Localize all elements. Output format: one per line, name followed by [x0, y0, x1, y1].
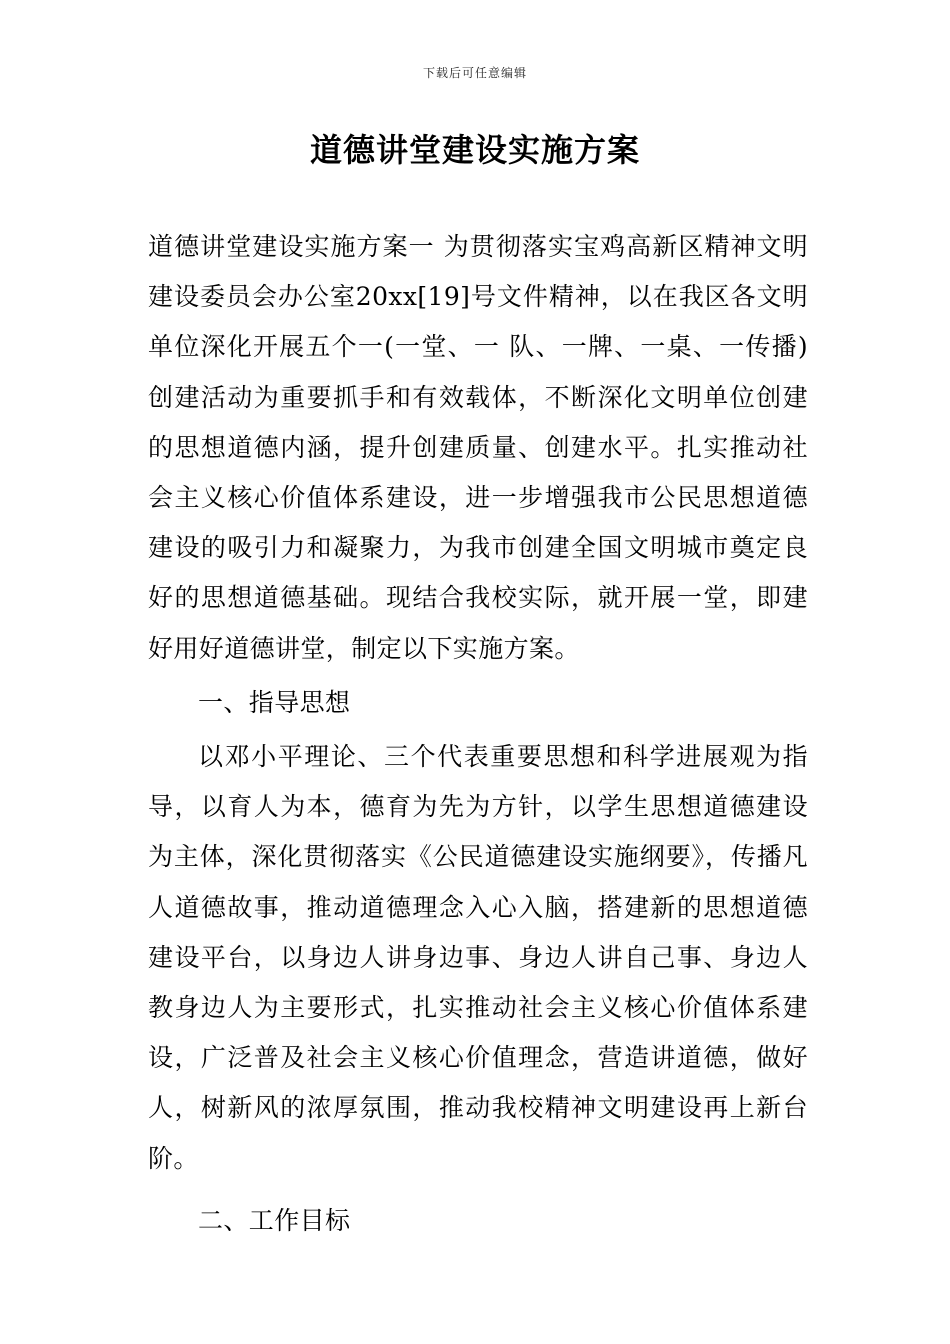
- section-heading-guiding-ideology: 一、指导思想: [198, 687, 351, 717]
- document-title: 道德讲堂建设实施方案: [309, 131, 640, 169]
- spacer: [148, 1184, 808, 1196]
- header-note: 下载后可任意编辑: [422, 66, 527, 80]
- document-body: [148, 222, 808, 1246]
- section-body-guiding-ideology: 以邓小平理论、三个代表重要思想和科学进展观为指导，以育人为本，德育为先为方针，以学生思想道德建设为主体，深化贯彻落实《公民道德建设实施纲要》，传播凡人道德故事，推动道德理念入心入脑，搭建新的思想道德建设平台，以身边人讲身边事、身边人讲自己事、身边人教身边人为主要形式，扎实推动社会主义核心价值体系建设，广泛普及社会主义核心价值理念，营造讲道德，做好人，树新风的浓厚氛围，推动我校精神文明建设再上新台阶。: [148, 742, 808, 1173]
- section-heading-work-goals: 二、工作目标: [198, 1205, 351, 1235]
- intro-paragraph: 道德讲堂建设实施方案一 为贯彻落实宝鸡高新区精神文明建设委员会办公室20xx[19]号文件精神，以在我区各文明单位深化开展五个一(一堂、一 队、一牌、一桌、一传播)创建活动为重要抓手和有效载体，不断深化文明单位创建的思想道德内涵，提升创建质量、创建水平。扎实推动社会主义核心价值体系建设，进一步增强我市公民思想道德建设的吸引力和凝聚力，为我市创建全国文明城市奠定良好的思想道德基础。现结合我校实际，就开展一堂，即建好用好道德讲堂，制定以下实施方案。: [148, 232, 808, 663]
